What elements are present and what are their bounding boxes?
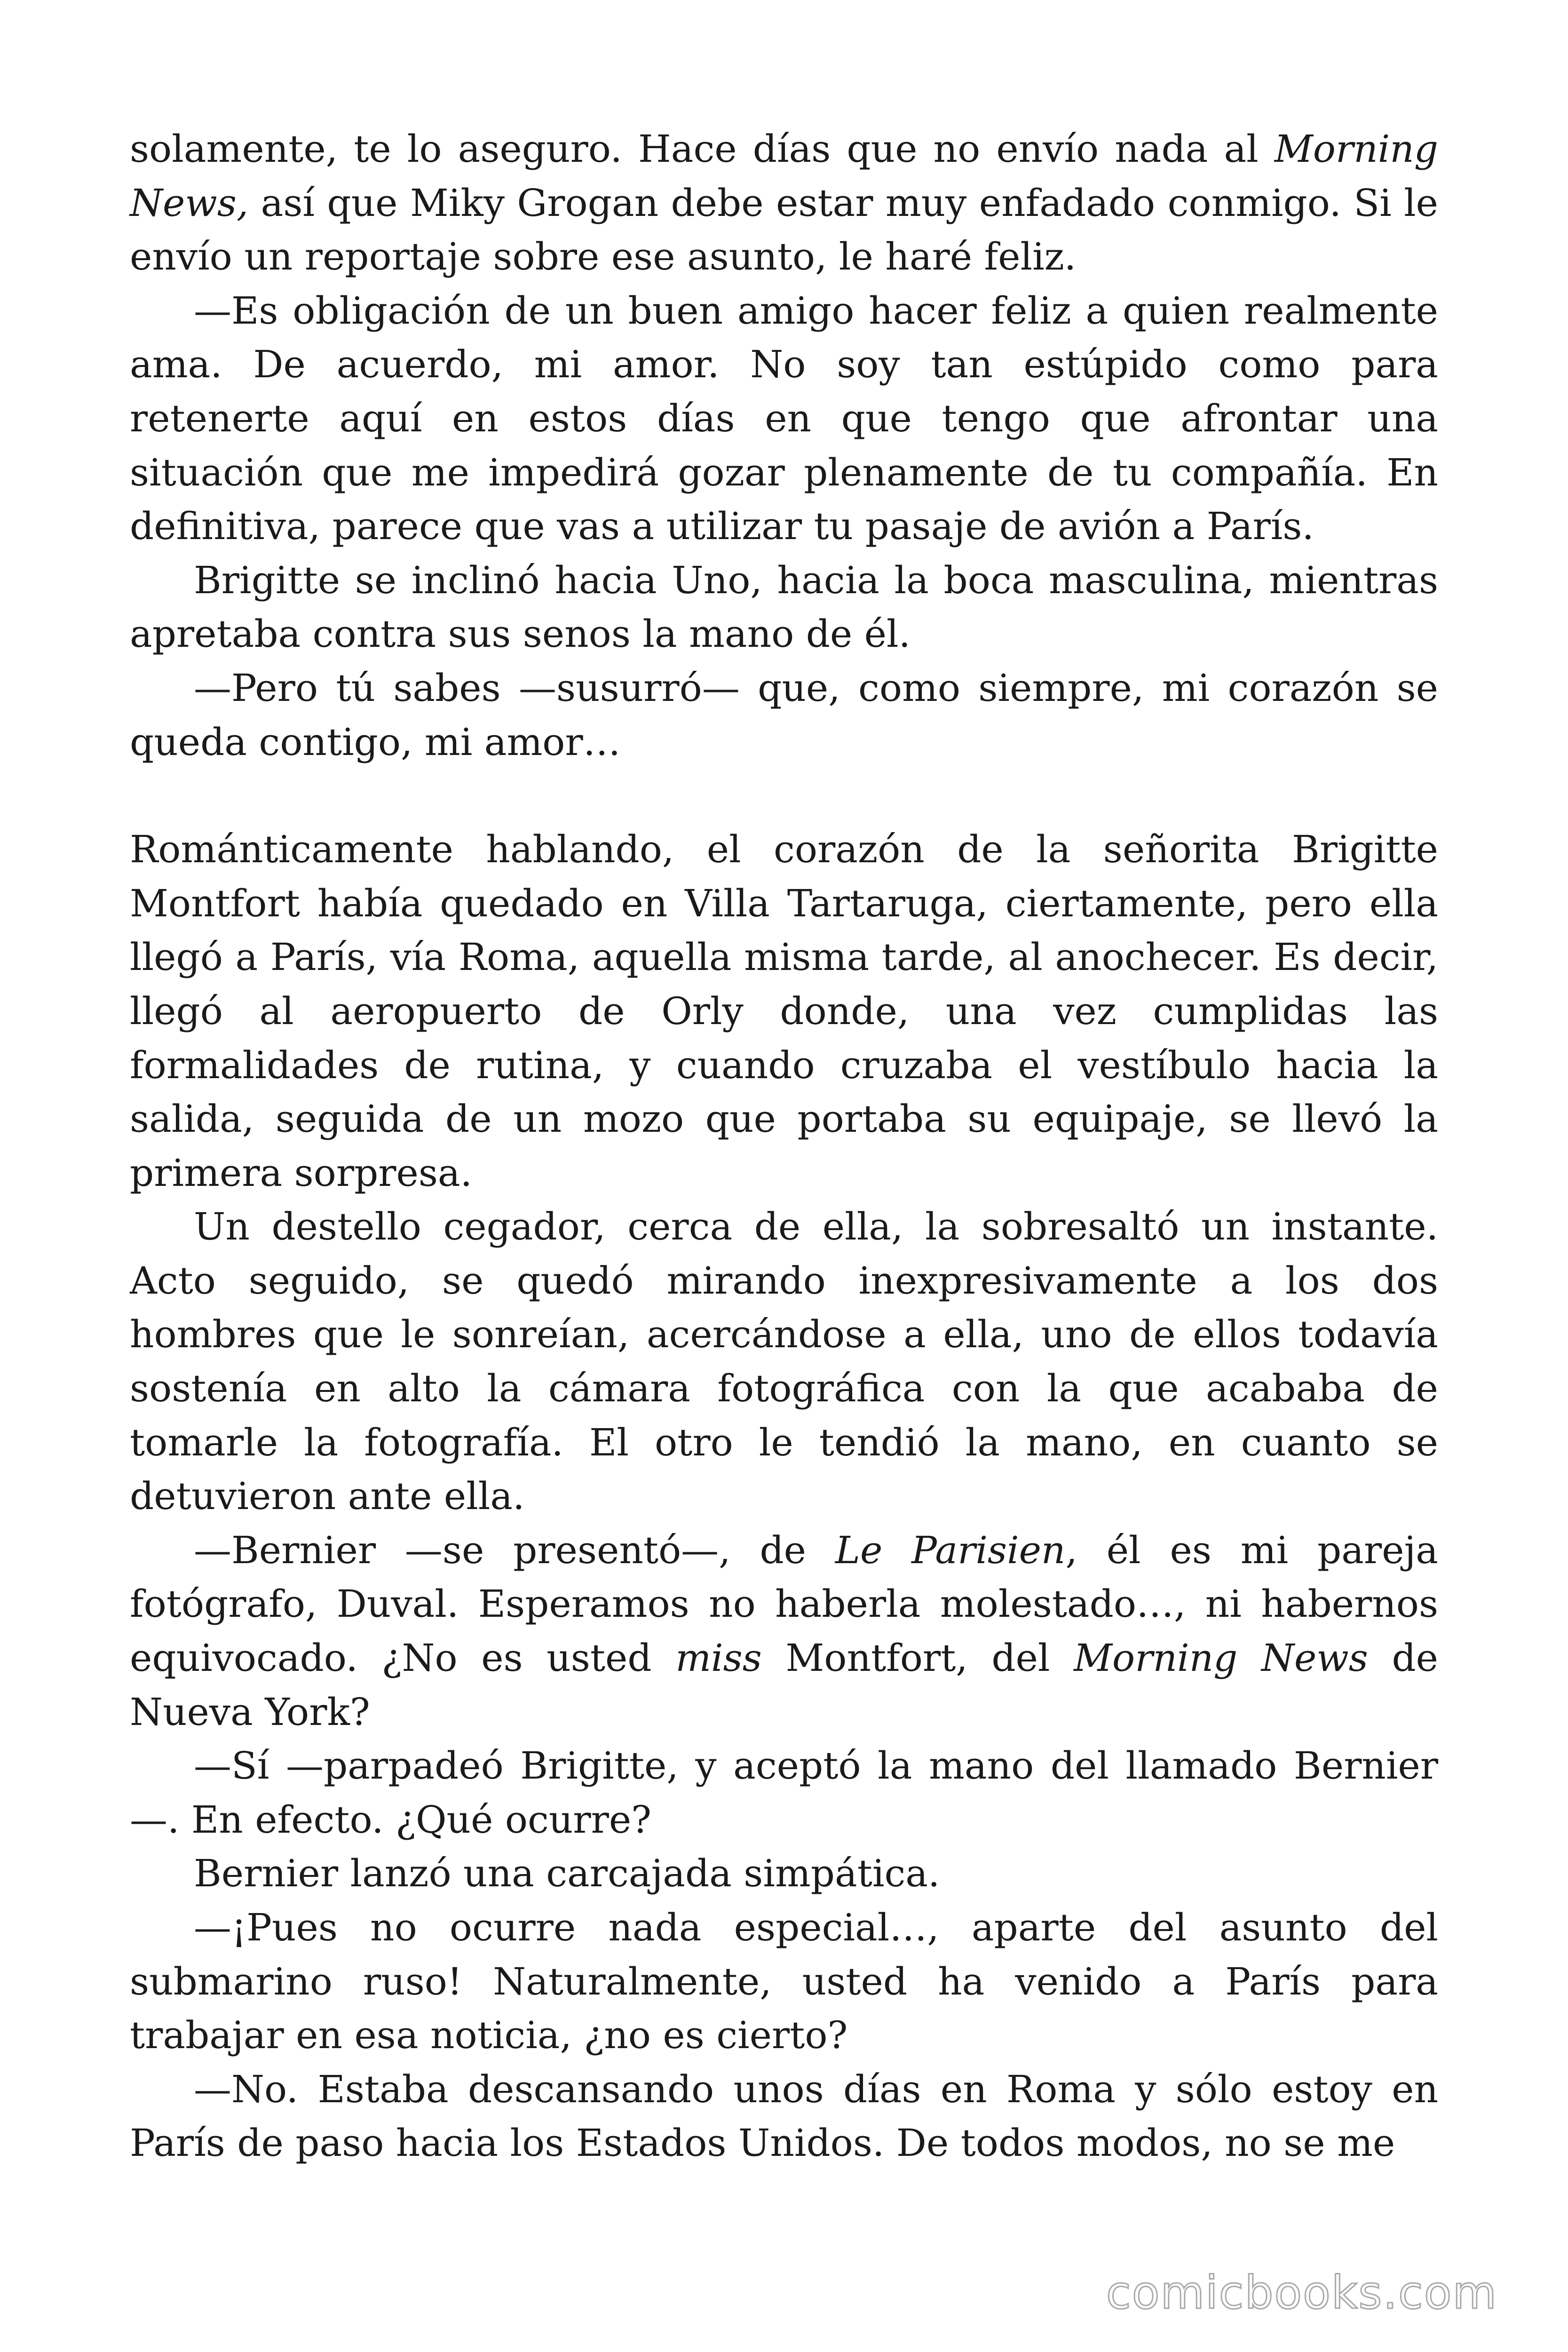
body-paragraph — [130, 122, 1438, 284]
body-paragraph — [130, 1200, 1438, 1524]
text-run: Brigitte se inclinó hacia Uno, hacia la boca masculina, mientras apretaba contra sus senos la mano de él. — [130, 558, 1438, 656]
italic-text-run: Morning News — [1074, 1636, 1368, 1680]
body-paragraph — [130, 284, 1438, 554]
text-run: —Pero tú sabes —susurró— que, como siempre, mi corazón se queda contigo, mi amor… — [130, 666, 1438, 764]
book-page-text — [130, 122, 1438, 2170]
body-paragraph — [130, 823, 1438, 1200]
text-run: Bernier lanzó una carcajada simpática. — [194, 1851, 940, 1896]
body-paragraph — [130, 661, 1438, 769]
text-run: —Sí —parpadeó Brigitte, y aceptó la mano del llamado Bernier —. En efecto. ¿Qué ocurre? — [130, 1744, 1438, 1842]
body-paragraph — [130, 1847, 1438, 1901]
text-run: —Bernier —se presentó—, de — [194, 1528, 835, 1572]
text-run: Románticamente hablando, el corazón de la señorita Brigitte Montfort había quedado en Villa Tartaruga, ciertamente, pero ella llegó a París, vía Roma, aquella misma tarde, al anochecer. Es decir, llegó al aeropuerto de Orly donde, una vez cumplidas las formalidades de rutina, y cuando cruzaba el vestíbulo hacia la salida, seguida de un mozo que portaba su equipaje, se llevó la primera sorpresa. — [130, 827, 1438, 1195]
body-paragraph — [130, 1524, 1438, 1739]
text-run: solamente, te lo aseguro. Hace días que no envío nada al — [130, 127, 1275, 171]
italic-text-run: Le Parisien — [835, 1528, 1066, 1572]
text-run: Montfort, del — [761, 1636, 1074, 1680]
text-run: de Nueva York? — [130, 1636, 1438, 1734]
watermark-text: comicbooks.com — [1106, 2266, 1497, 2319]
text-run: —No. Estaba descansando unos días en Roma y sólo estoy en París de paso hacia los Estados Unidos. De todos modos, no se me — [130, 2067, 1438, 2165]
body-paragraph — [130, 1739, 1438, 1847]
italic-text-run: miss — [675, 1636, 762, 1680]
body-paragraph — [130, 1901, 1438, 2063]
italic-text-run: Morning News, — [130, 127, 1438, 225]
body-paragraph — [130, 2063, 1438, 2170]
text-run: —Es obligación de un buen amigo hacer feliz a quien realmente ama. De acuerdo, mi amor. No soy tan estúpido como para retenerte aquí en estos días en que tengo que afrontar una situación que me impedirá gozar plenamente de tu compañía. En definitiva, parece que vas a utilizar tu pasaje de avión a París. — [130, 288, 1438, 548]
text-run: , él es mi pareja fotógrafo, Duval. Esperamos no haberla molestado…, ni habernos equivocado. ¿No es usted — [130, 1528, 1438, 1680]
text-run: así que Miky Grogan debe estar muy enfadado conmigo. Si le envío un reportaje sobre ese asunto, le haré feliz. — [130, 181, 1438, 279]
text-run: Un destello cegador, cerca de ella, la sobresaltó un instante. Acto seguido, se quedó mirando inexpresivamente a los dos hombres que le sonreían, acercándose a ella, uno de ellos todavía sostenía en alto la cámara fotográfica con la que acababa de tomarle la fotografía. El otro le tendió la mano, en cuanto se detuvieron ante ella. — [130, 1205, 1438, 1518]
text-run: —¡Pues no ocurre nada especial…, aparte del asunto del submarino ruso! Naturalmente, usted ha venido a París para trabajar en esa noticia, ¿no es cierto? — [130, 1906, 1438, 2058]
body-paragraph — [130, 554, 1438, 661]
